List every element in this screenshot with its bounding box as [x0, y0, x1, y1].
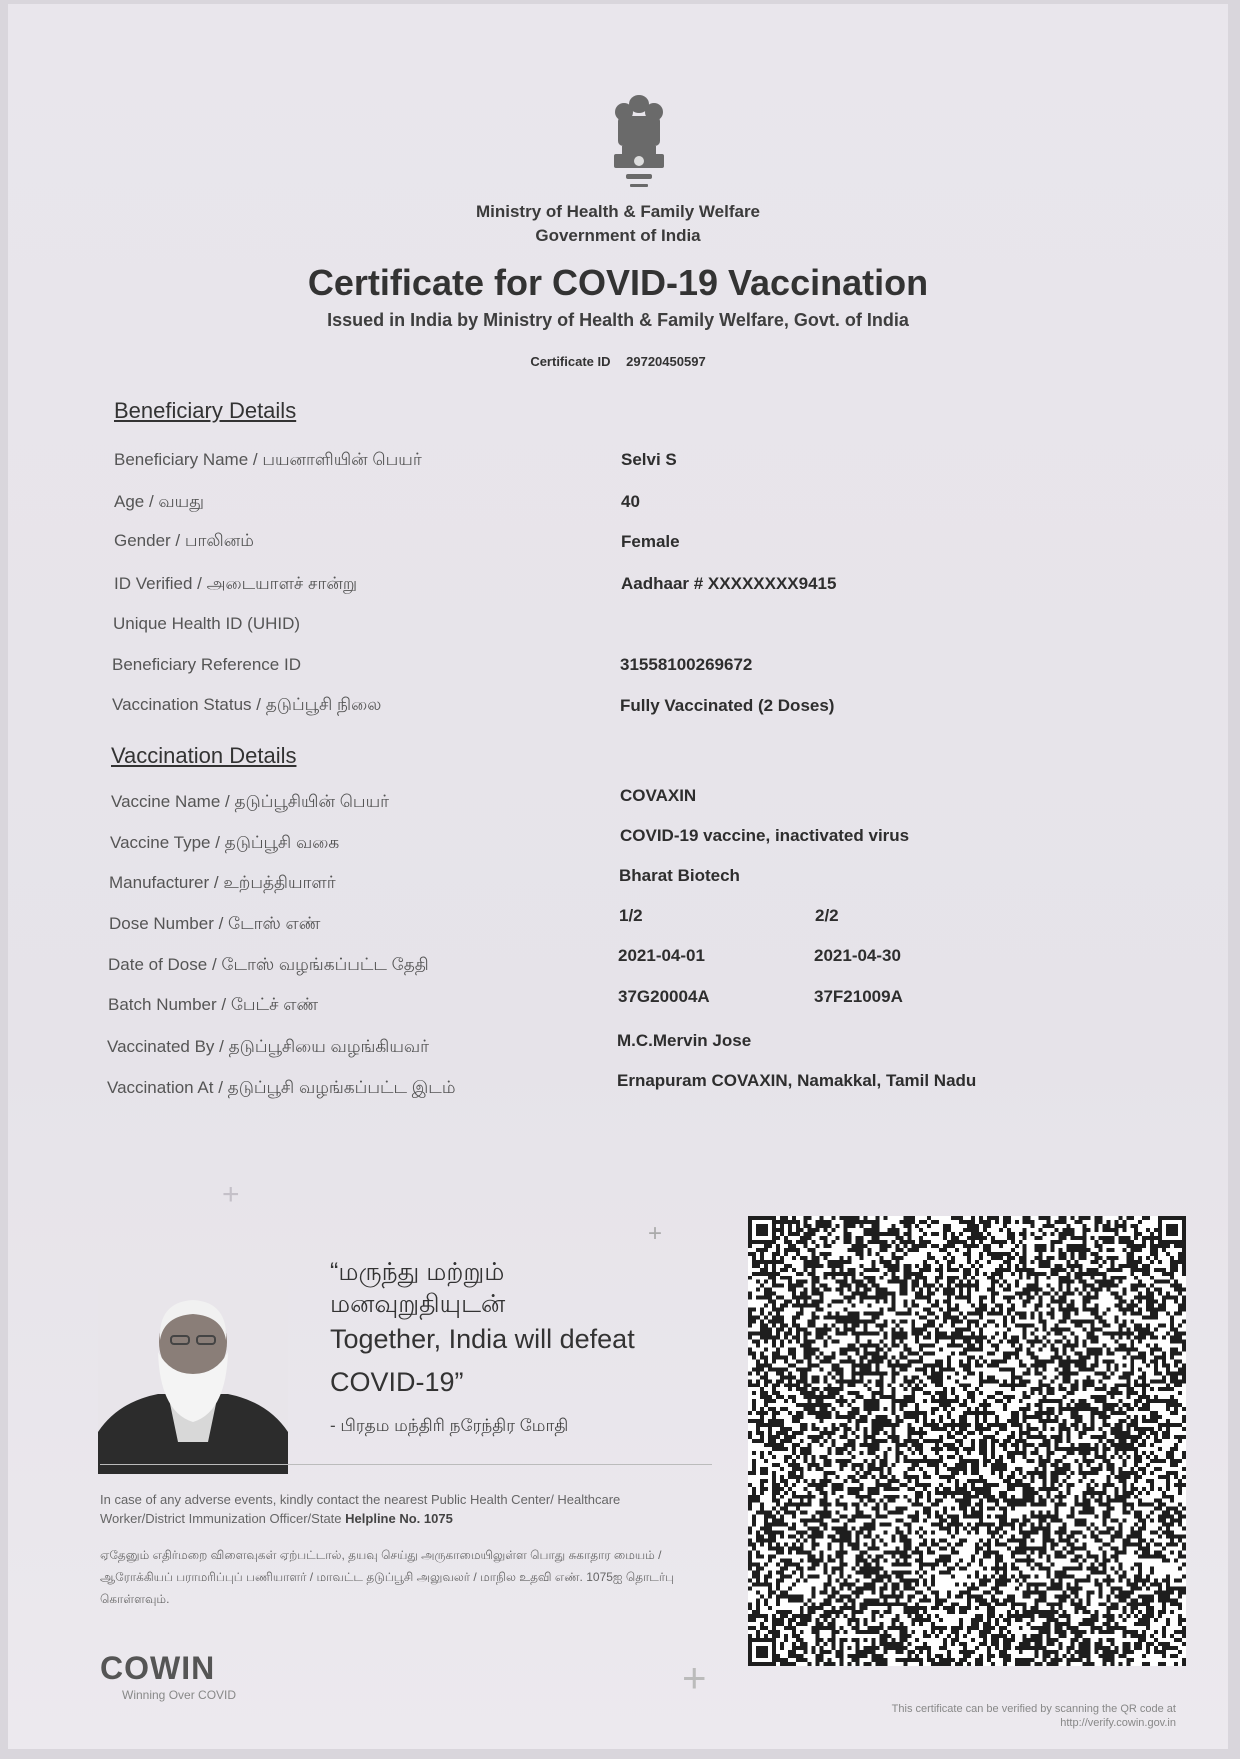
age-value: 40 [621, 492, 640, 511]
plus-decoration-icon: + [648, 1220, 663, 1247]
reference-id-value: 31558100269672 [620, 655, 753, 674]
certificate-id [8, 354, 1228, 369]
dose2-date-value: 2021-04-30 [814, 946, 901, 965]
vaccine-type-value: COVID-19 vaccine, inactivated virus [620, 826, 910, 845]
dose1-date-value: 2021-04-01 [618, 946, 705, 965]
vaccination-at-label: Vaccination At / தடுப்பூசி வழங்கப்பட்ட இடம் [107, 1078, 456, 1097]
verification-qr-code[interactable] [748, 1216, 1186, 1666]
verification-note-line1: This certificate can be verified by scanning the QR code at [891, 1703, 1176, 1715]
dose1-batch-value: 37G20004A [618, 987, 710, 1006]
dose-number-label: Dose Number / டோஸ் எண் [109, 914, 321, 933]
age-label: Age / வயது [114, 492, 205, 511]
quote-attribution: - பிரதம மந்திரி நரேந்திர மோதி [330, 1416, 569, 1435]
cowin-tagline: Winning Over COVID [122, 1688, 237, 1702]
vaccination-status-value: Fully Vaccinated (2 Doses) [620, 696, 835, 715]
certificate-id-label: Certificate ID [530, 354, 611, 369]
plus-decoration-icon: + [682, 1654, 707, 1701]
quote-tamil-line2: மனவுறுதியுடன் [330, 1290, 506, 1318]
adverse-events-text: In case of any adverse events, kindly contact the nearest Public Health Center/ Healthcare Worker/District Immunization Officer/State [100, 1492, 621, 1526]
beneficiary-name-label: Beneficiary Name / பயனாளியின் பெயர் [114, 450, 422, 469]
adverse-events-note-tamil: ஏதேனும் எதிர்மறை விளைவுகள் ஏற்பட்டால், தயவு செய்து அருகாமையிலுள்ள பொது சுகாதார மையம் / ஆரோக்கியப் பராமரிப்புப் பணியாளர் / மாவட்ட தடுப்பூசி அலுவலர் / மாநில உதவி எண். 1075ஐ தொடர்பு கொள்ளவும். [100, 1548, 675, 1606]
government-name: Government of India [535, 226, 701, 245]
vaccination-status-label: Vaccination Status / தடுப்பூசி நிலை [112, 695, 382, 714]
helpline-number: Helpline No. 1075 [345, 1511, 453, 1526]
divider [100, 1464, 712, 1465]
id-verified-value: Aadhaar # XXXXXXXX9415 [621, 574, 837, 593]
certificate-id-value: 29720450597 [626, 354, 706, 369]
prime-minister-portrait [98, 1282, 288, 1474]
beneficiary-details-heading: Beneficiary Details [114, 398, 297, 423]
certificate-page [8, 4, 1228, 1749]
gender-value: Female [621, 532, 680, 551]
vaccination-details-heading: Vaccination Details [111, 743, 297, 768]
certificate-title: Certificate for COVID-19 Vaccination [307, 262, 929, 303]
ministry-name: Ministry of Health & Family Welfare [475, 202, 761, 221]
plus-decoration-icon: + [222, 1178, 240, 1211]
dose1-value: 1/2 [619, 906, 643, 925]
vaccine-type-label: Vaccine Type / தடுப்பூசி வகை [110, 833, 340, 852]
quote-english [330, 1318, 635, 1404]
quote-tamil-line1: “மருந்து மற்றும் [330, 1258, 505, 1286]
dose2-batch-value: 37F21009A [814, 987, 903, 1006]
vaccine-name-label: Vaccine Name / தடுப்பூசியின் பெயர் [111, 792, 390, 811]
cowin-logo: COWIN [100, 1650, 216, 1686]
batch-number-label: Batch Number / பேட்ச் எண் [108, 995, 319, 1014]
vaccine-name-value: COVAXIN [620, 786, 697, 805]
date-of-dose-label: Date of Dose / டோஸ் வழங்கப்பட்ட தேதி [108, 955, 429, 974]
quote-tamil [330, 1256, 505, 1320]
quote-english-line1: Together, India will defeat [330, 1324, 635, 1354]
verification-url[interactable]: http://verify.cowin.gov.in [1060, 1717, 1176, 1729]
verification-note [768, 1702, 1176, 1730]
national-emblem-icon [606, 90, 672, 200]
manufacturer-value: Bharat Biotech [619, 866, 740, 885]
reference-id-label: Beneficiary Reference ID [112, 655, 301, 674]
beneficiary-name-value: Selvi S [621, 450, 677, 469]
manufacturer-label: Manufacturer / உற்பத்தியாளர் [109, 873, 336, 892]
dose2-value: 2/2 [815, 906, 839, 925]
adverse-events-note [100, 1490, 700, 1528]
vaccination-at-value: Ernapuram COVAXIN, Namakkal, Tamil Nadu [617, 1071, 977, 1090]
id-verified-label: ID Verified / அடையாளச் சான்று [114, 574, 358, 593]
uhid-label: Unique Health ID (UHID) [113, 614, 301, 633]
quote-english-line2: COVID-19” [330, 1367, 464, 1397]
vaccinated-by-value: M.C.Mervin Jose [617, 1031, 752, 1050]
gender-label: Gender / பாலினம் [114, 531, 254, 550]
vaccinated-by-label: Vaccinated By / தடுப்பூசியை வழங்கியவர் [107, 1037, 430, 1056]
issued-by: Issued in India by Ministry of Health & Family Welfare, Govt. of India [327, 310, 909, 330]
